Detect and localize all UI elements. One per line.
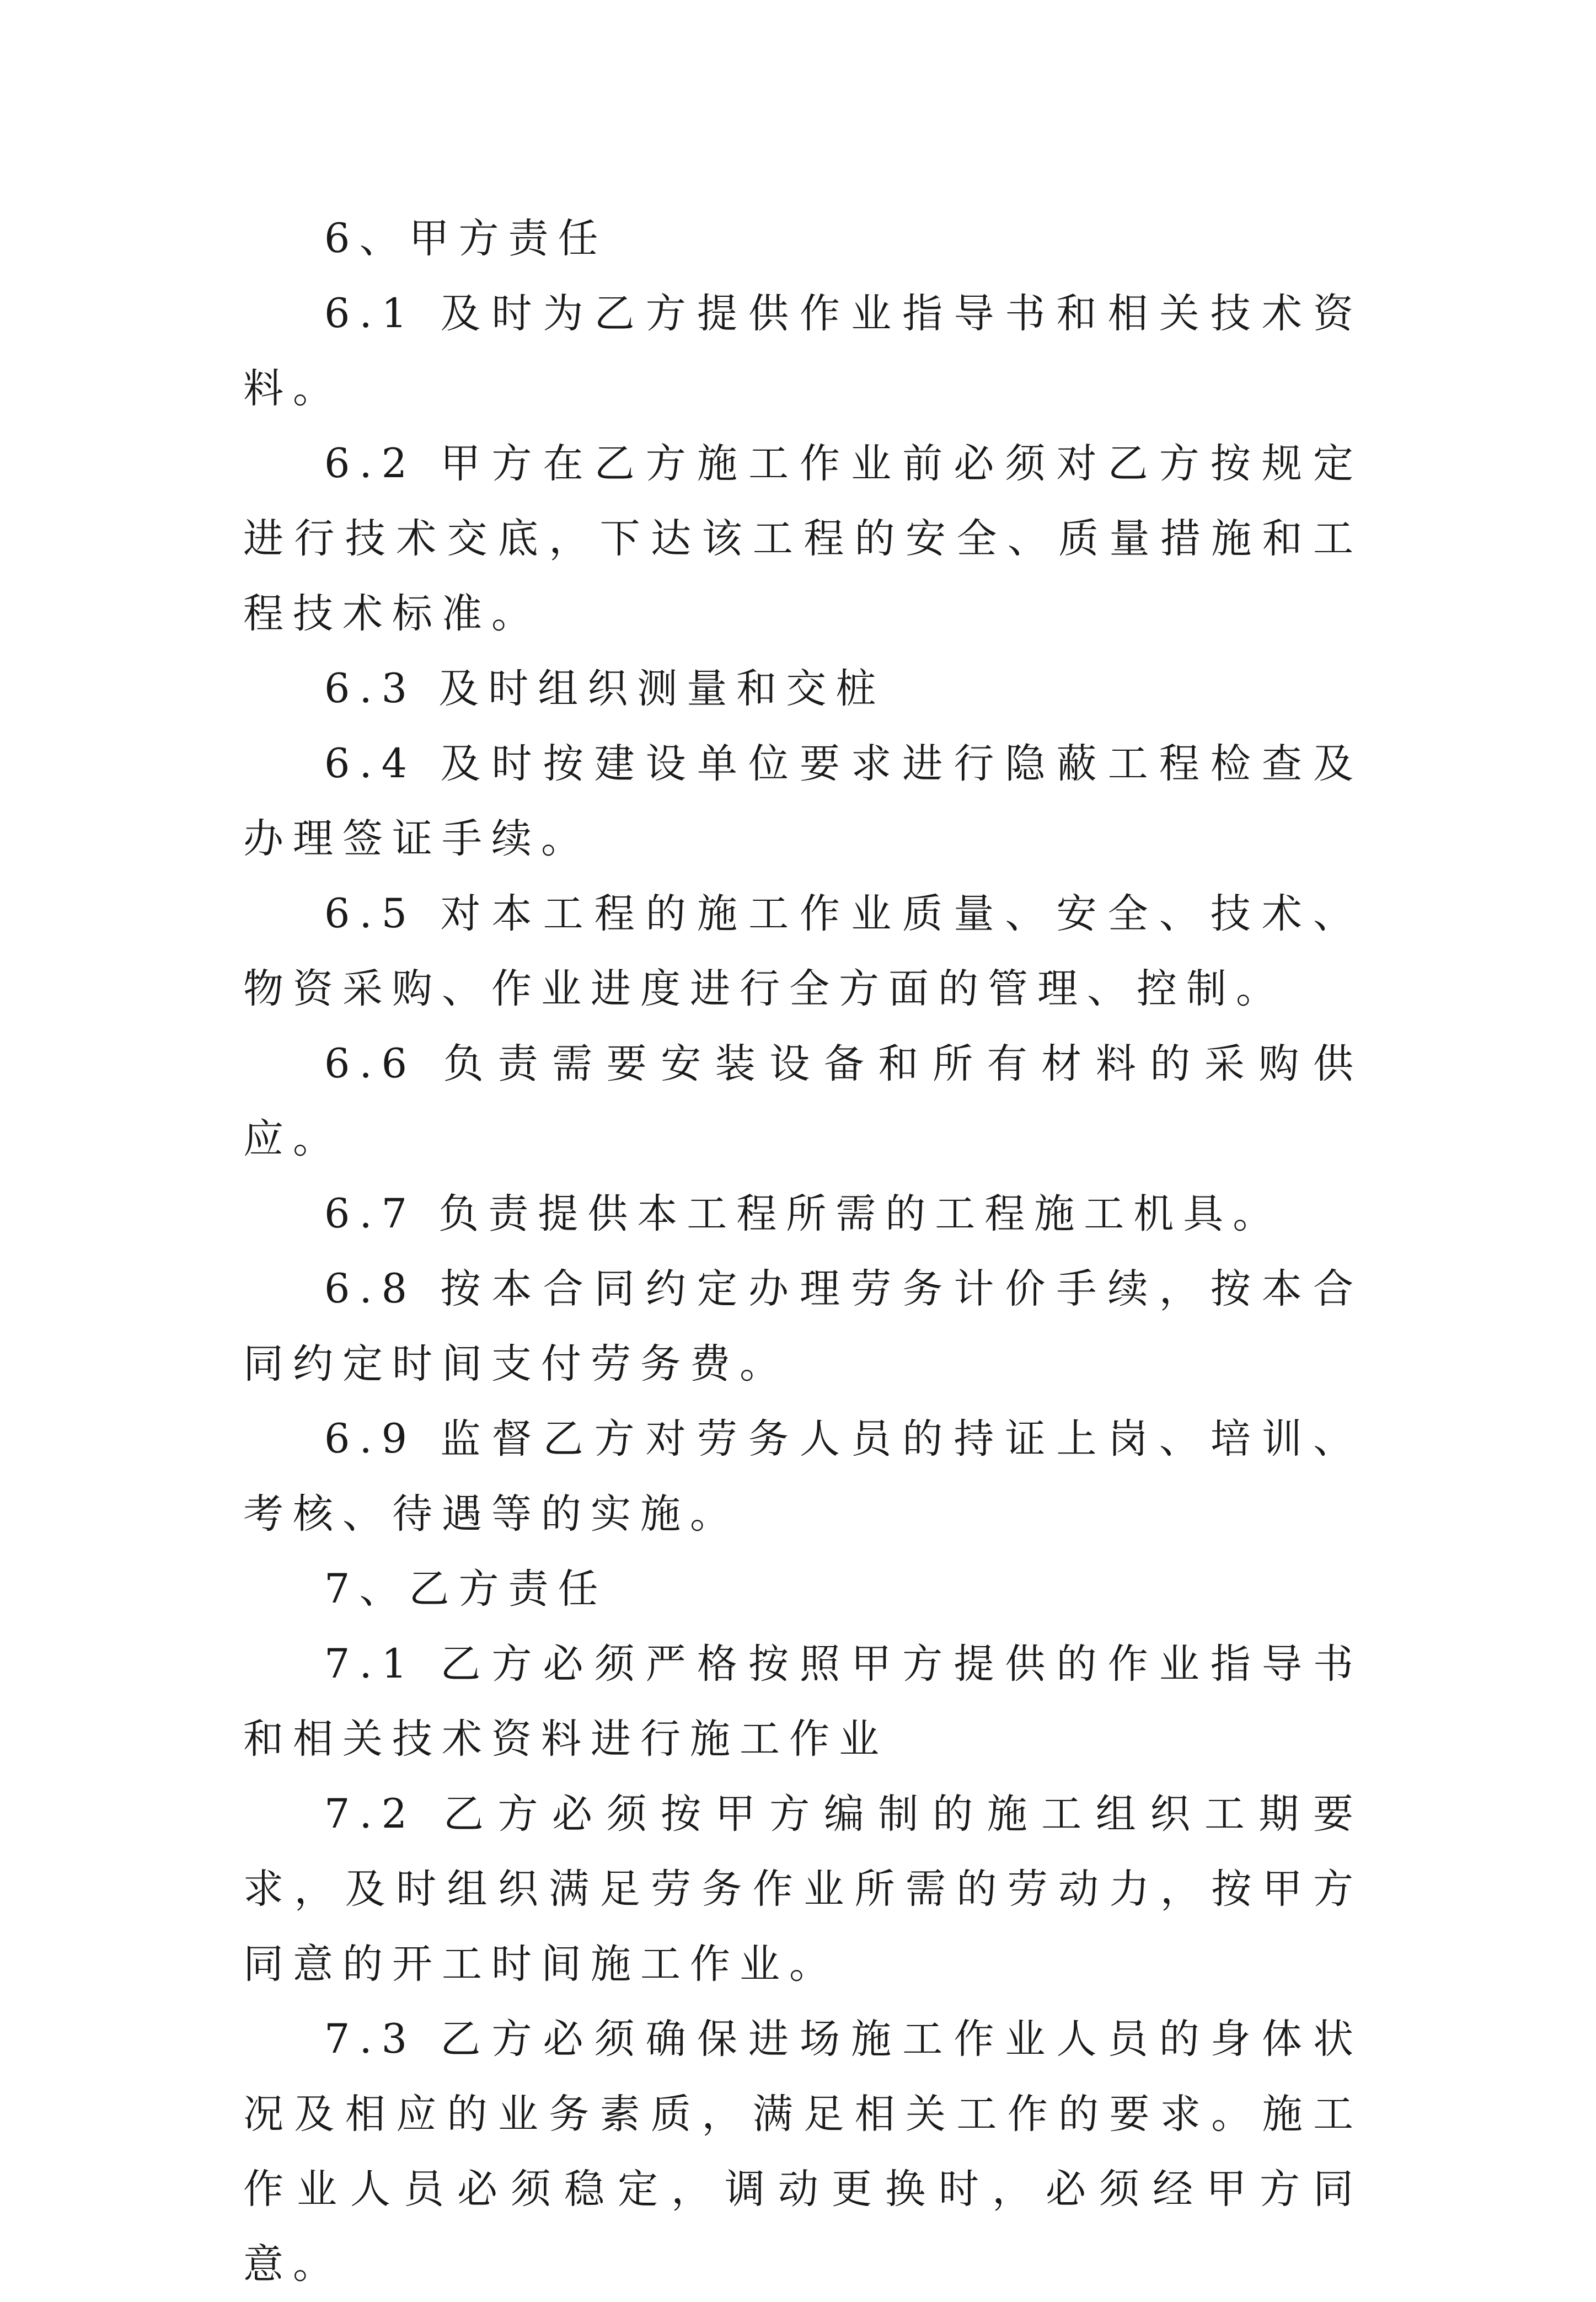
clause-7-3: 7.3 乙方必须确保进场施工作业人员的身体状况及相应的业务素质，满足相关工作的要求。施工作业人员必须稳定，调动更换时，必须经甲方同意。 — [243, 2016, 1363, 2288]
section-heading-party-a-responsibilities: 6、甲方责任 — [324, 215, 608, 262]
clause-6-9: 6.9 监督乙方对劳务人员的持证上岗、培训、考核、待遇等的实施。 — [243, 1416, 1363, 1537]
clause-6-7: 6.7 负责提供本工程所需的工程施工机具。 — [324, 1190, 1283, 1237]
clause-6-5: 6.5 对本工程的施工作业质量、安全、技术、物资采购、作业进度进行全方面的管理、控制。 — [243, 890, 1363, 1012]
clause-6-3: 6.3 及时组织测量和交桩 — [324, 665, 886, 712]
clause-6-1: 6.1 及时为乙方提供作业指导书和相关技术资料。 — [243, 290, 1363, 412]
clause-7-1: 7.1 乙方必须严格按照甲方提供的作业指导书和相关技术资料进行施工作业 — [243, 1641, 1363, 1762]
clause-6-6: 6.6 负责需要安装设备和所有材料的采购供应。 — [243, 1040, 1363, 1162]
clause-7-2: 7.2 乙方必须按甲方编制的施工组织工期要求，及时组织满足劳务作业所需的劳动力，按甲方同意的开工时间施工作业。 — [243, 1791, 1363, 1988]
clause-6-2: 6.2 甲方在乙方施工作业前必须对乙方按规定进行技术交底，下达该工程的安全、质量措施和工程技术标准。 — [243, 440, 1363, 637]
clause-6-8: 6.8 按本合同约定办理劳务计价手续，按本合同约定时间支付劳务费。 — [243, 1265, 1363, 1387]
document-body — [243, 201, 1363, 2302]
clause-6-4: 6.4 及时按建设单位要求进行隐蔽工程检查及办理签证手续。 — [243, 740, 1363, 862]
section-heading-party-b-responsibilities: 7、乙方责任 — [324, 1566, 608, 1612]
